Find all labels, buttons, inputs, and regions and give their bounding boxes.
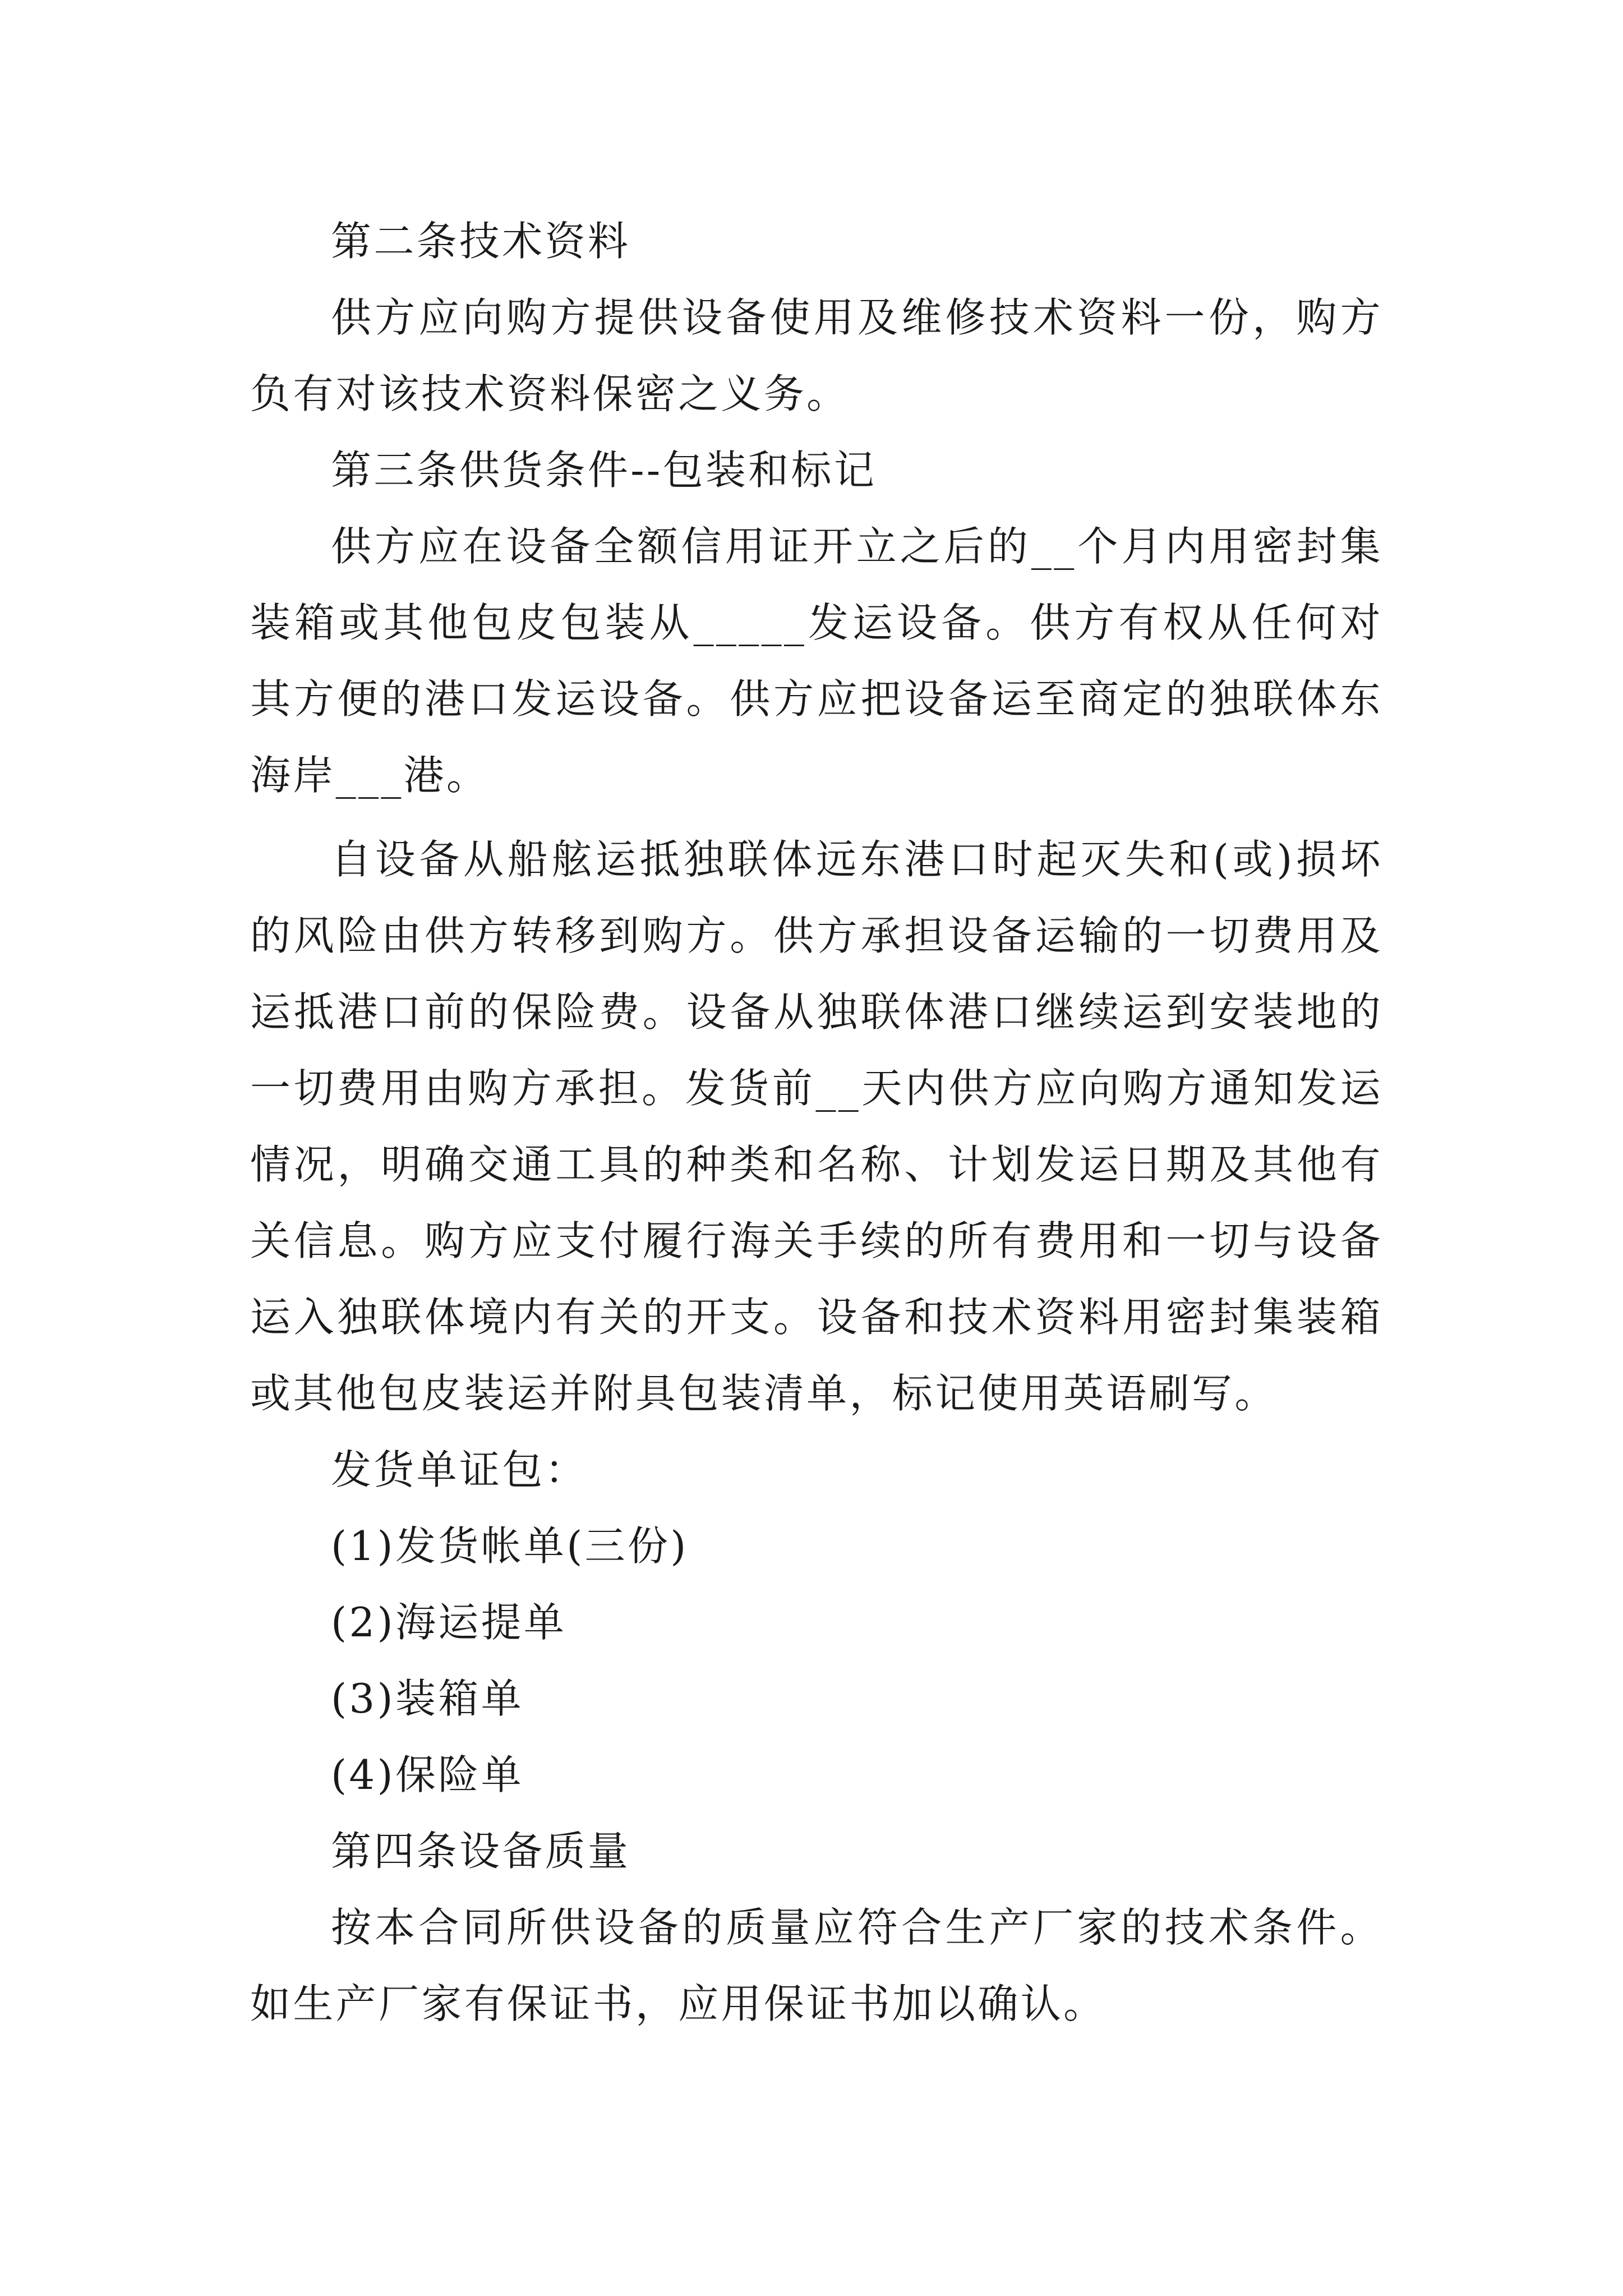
shipping-document-item-4: (4)保险单 <box>331 1751 524 1798</box>
article-4-heading: 第四条设备质量 <box>331 1828 631 1875</box>
article-3-heading: 第三条供货条件--包装和标记 <box>331 447 877 494</box>
document-body <box>250 203 1383 2042</box>
article-3-text-shipping: 供方应在设备全额信用证开立之后的__个月内用密封集装箱或其他包皮包装从_____发运设备。供方有权从任何对其方便的港口发运设备。供方应把设备运至商定的独联体东海岸___港。 <box>250 523 1383 799</box>
article-4-text: 按本合同所供设备的质量应符合生产厂家的技术条件。如生产厂家有保证书，应用保证书加以确认。 <box>250 1904 1383 2027</box>
article-2-heading: 第二条技术资料 <box>331 218 631 265</box>
article-3-text-risk: 自设备从船舷运抵独联体远东港口时起灭失和(或)损坏的风险由供方转移到购方。供方承担设备运输的一切费用及运抵港口前的保险费。设备从独联体港口继续运到安装地的一切费用由购方承担。发货前__天内供方应向购方通知发运情况，明确交通工具的种类和名称、计划发运日期及其他有关信息。购方应支付履行海关手续的所有费用和一切与设备运入独联体境内有关的开支。设备和技术资料用密封集装箱或其他包皮装运并附具包装清单，标记使用英语刷写。 <box>250 836 1383 1417</box>
shipping-document-item-2: (2)海运提单 <box>331 1599 567 1646</box>
shipping-documents-heading: 发货单证包： <box>331 1446 588 1493</box>
article-2-text: 供方应向购方提供设备使用及维修技术资料一份，购方负有对该技术资料保密之义务。 <box>250 294 1383 417</box>
shipping-document-item-1: (1)发货帐单(三份) <box>331 1522 689 1570</box>
shipping-document-item-3: (3)装箱单 <box>331 1675 524 1722</box>
